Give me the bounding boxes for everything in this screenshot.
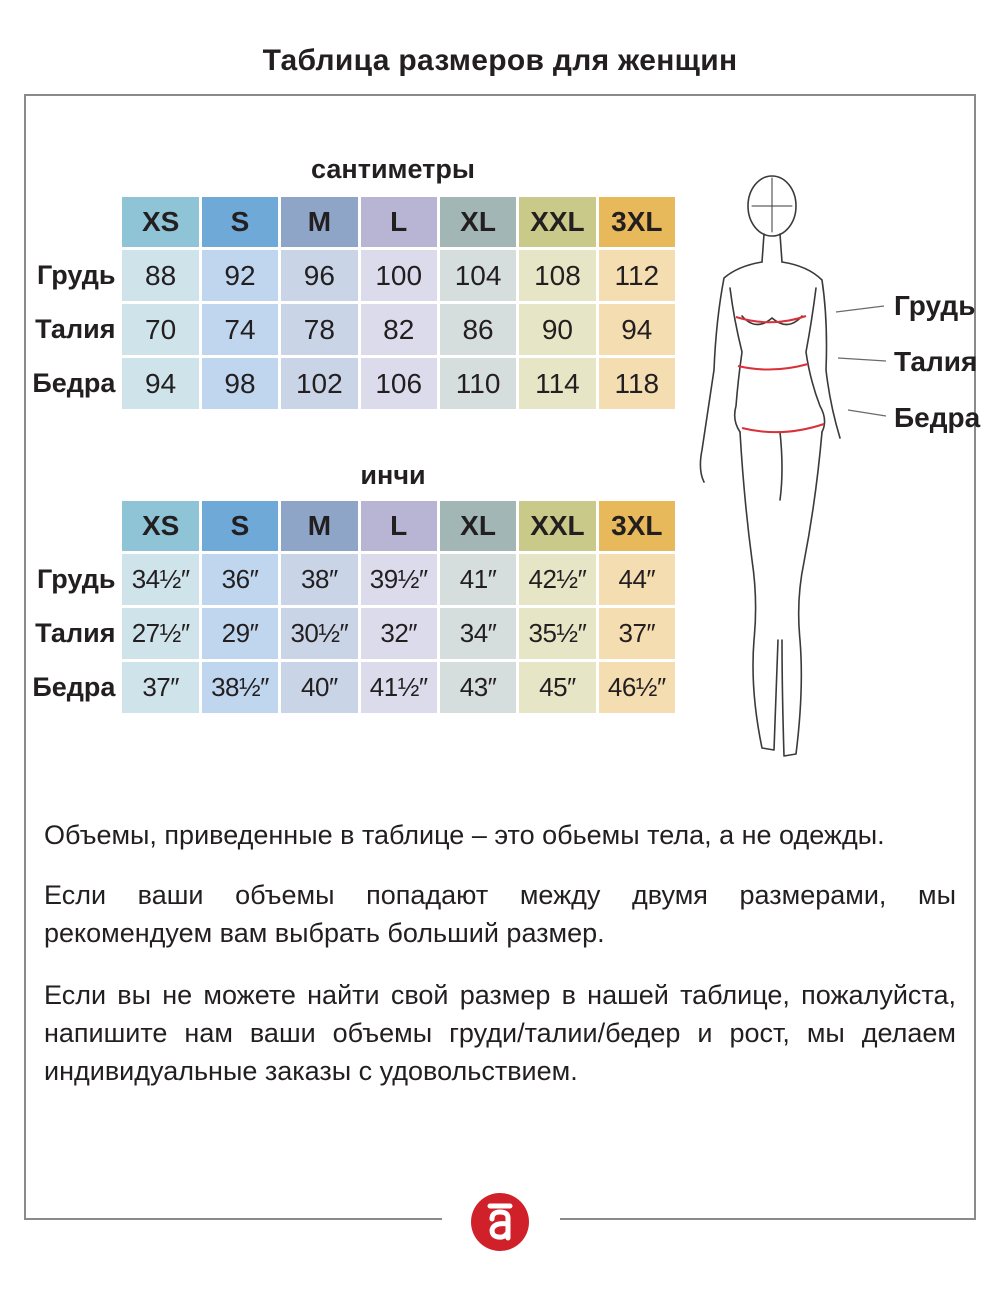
note-text: Если ваши объемы попадают между двумя размерами, мы рекомендуем вам выбрать больший размер. [44, 880, 956, 948]
cm-cell: 88 [122, 250, 198, 301]
inch-row-label: Бедра [32, 672, 116, 702]
cm-header-s: S [202, 197, 278, 247]
page-title: Таблица размеров для женщин [262, 44, 738, 77]
brand-logo [470, 1192, 530, 1252]
figure-label-waist: Талия [894, 346, 978, 377]
cm-size-table [18, 194, 678, 412]
cm-header-l: L [361, 197, 437, 247]
note-between-sizes [44, 876, 956, 952]
cm-table-caption: сантиметры [311, 154, 475, 184]
body-outline-icon [680, 170, 980, 760]
inch-cell: 45″ [519, 662, 595, 713]
inch-row-chest [21, 554, 675, 605]
cm-cell: 78 [281, 304, 357, 355]
cm-cell: 104 [440, 250, 516, 301]
inch-cell: 39½″ [361, 554, 437, 605]
inch-header-m: M [281, 501, 357, 551]
inch-table-caption: инчи [360, 460, 426, 490]
cm-cell: 86 [440, 304, 516, 355]
cm-row-label: Бедра [32, 368, 116, 398]
inch-row-label: Грудь [36, 564, 116, 594]
inch-cell: 44″ [599, 554, 675, 605]
inch-cell: 46½″ [599, 662, 675, 713]
inch-header-row [21, 501, 675, 551]
inch-header-3xl: 3XL [599, 501, 675, 551]
inch-header-l: L [361, 501, 437, 551]
cm-cell: 96 [281, 250, 357, 301]
inch-cell: 42½″ [519, 554, 595, 605]
inch-header-spacer [21, 501, 119, 551]
cm-cell: 82 [361, 304, 437, 355]
body-figure [680, 170, 980, 760]
figure-label-hips: Бедра [894, 402, 981, 433]
inch-size-table [18, 498, 678, 716]
cm-header-row [21, 197, 675, 247]
cm-row-hips [21, 358, 675, 409]
inch-cell: 32″ [361, 608, 437, 659]
cm-cell: 106 [361, 358, 437, 409]
brand-logo-icon [470, 1192, 530, 1252]
inch-cell: 34½″ [122, 554, 198, 605]
inch-cell: 30½″ [281, 608, 357, 659]
inch-cell: 37″ [599, 608, 675, 659]
cm-cell: 118 [599, 358, 675, 409]
cm-cell: 110 [440, 358, 516, 409]
cm-header-m: M [281, 197, 357, 247]
cm-header-xs: XS [122, 197, 198, 247]
cm-cell: 100 [361, 250, 437, 301]
cm-cell: 114 [519, 358, 595, 409]
cm-cell: 108 [519, 250, 595, 301]
cm-row-chest [21, 250, 675, 301]
inch-row-hips [21, 662, 675, 713]
inch-header-s: S [202, 501, 278, 551]
cm-cell: 70 [122, 304, 198, 355]
cm-cell: 90 [519, 304, 595, 355]
cm-header-xl: XL [440, 197, 516, 247]
note-body-measures [44, 816, 956, 854]
inch-cell: 38½″ [202, 662, 278, 713]
cm-row-label: Талия [35, 314, 116, 344]
frame-divider-right [560, 1218, 976, 1220]
inch-header-xs: XS [122, 501, 198, 551]
cm-cell: 94 [599, 304, 675, 355]
inch-cell: 41½″ [361, 662, 437, 713]
inch-header-xxl: XXL [519, 501, 595, 551]
inch-cell: 35½″ [519, 608, 595, 659]
cm-header-3xl: 3XL [599, 197, 675, 247]
inch-cell: 37″ [122, 662, 198, 713]
note-text: Объемы, приведенные в таблице – это обьемы тела, а не одежды. [44, 820, 885, 850]
cm-row-waist [21, 304, 675, 355]
inch-row-waist [21, 608, 675, 659]
cm-header-xxl: XXL [519, 197, 595, 247]
cm-cell: 92 [202, 250, 278, 301]
inch-cell: 40″ [281, 662, 357, 713]
inch-cell: 29″ [202, 608, 278, 659]
note-custom-orders [44, 976, 956, 1090]
inch-cell: 34″ [440, 608, 516, 659]
cm-cell: 98 [202, 358, 278, 409]
frame-divider-left [24, 1218, 442, 1220]
inch-header-xl: XL [440, 501, 516, 551]
cm-header-spacer [21, 197, 119, 247]
cm-cell: 94 [122, 358, 198, 409]
inch-cell: 43″ [440, 662, 516, 713]
figure-label-chest: Грудь [894, 290, 976, 321]
inch-cell: 27½″ [122, 608, 198, 659]
cm-cell: 74 [202, 304, 278, 355]
inch-row-label: Талия [35, 618, 116, 648]
inch-cell: 41″ [440, 554, 516, 605]
inch-cell: 38″ [281, 554, 357, 605]
cm-row-label: Грудь [36, 260, 116, 290]
cm-cell: 102 [281, 358, 357, 409]
note-text: Если вы не можете найти свой размер в нашей таблице, пожалуйста, напишите нам ваши объемы груди/талии/бедер и рост, мы делаем индивидуальные заказы с удовольствием. [44, 980, 956, 1086]
cm-cell: 112 [599, 250, 675, 301]
inch-cell: 36″ [202, 554, 278, 605]
